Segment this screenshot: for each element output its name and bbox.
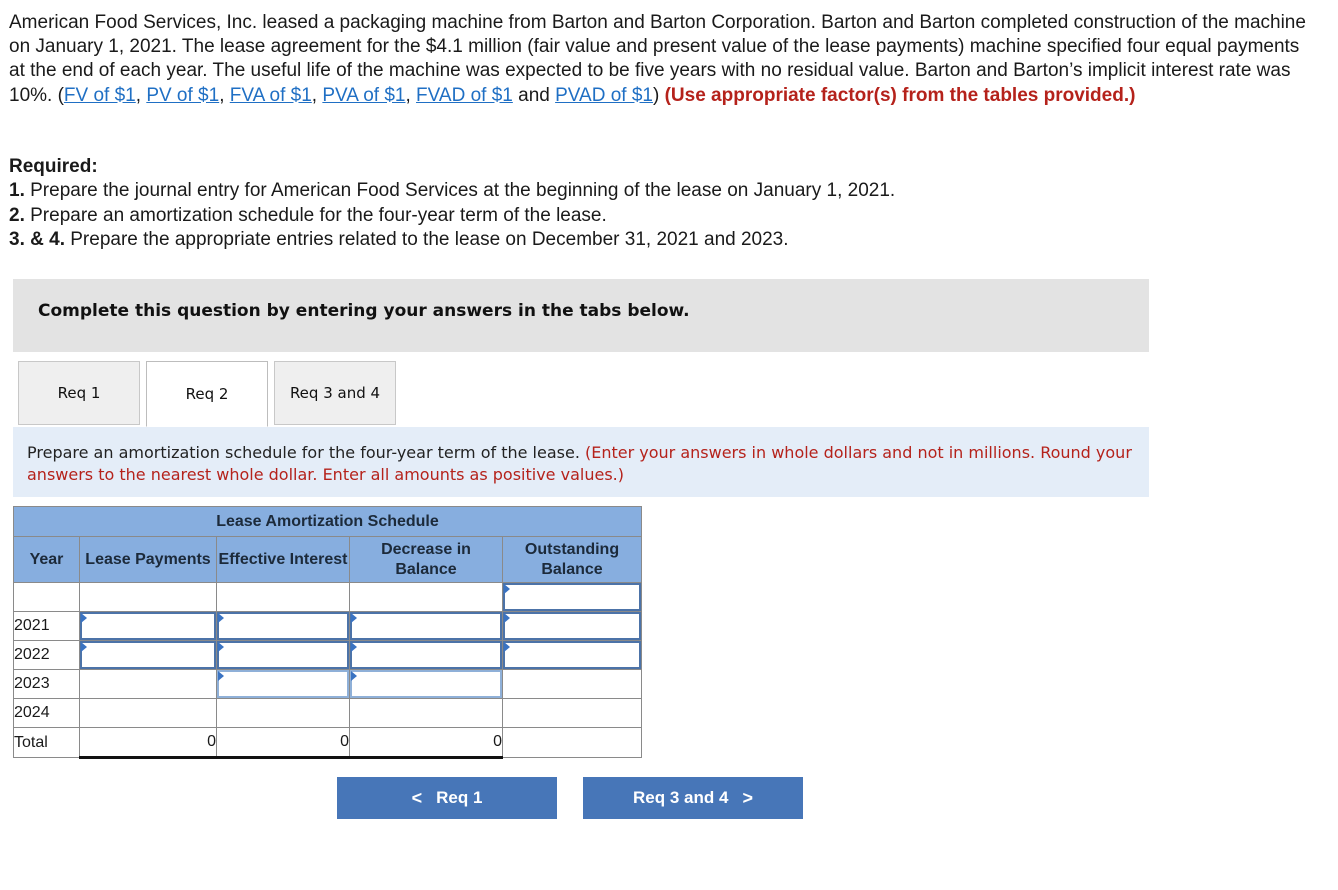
lease-payment-input[interactable]	[80, 641, 217, 670]
pv-table-link[interactable]: PV of $1	[146, 84, 220, 106]
instructions-note: (Enter your answers in whole dollars and not in millions. Round your answers to the nearest whole dollar. Enter all amounts as positive values.)	[27, 443, 1132, 484]
schedule-title: Lease Amortization Schedule	[14, 507, 642, 537]
lease-payment-input[interactable]	[80, 612, 217, 641]
problem-statement: American Food Services, Inc. leased a packaging machine from Barton and Barton Corporation. Barton and Barton completed construction of the machine on January 1, 2021. The lease agreement for the $4.1 million (fair value and present value of the lease payments) machine specified four equal payments at the end of each year. The useful life of the machine was expected to be five years with no residual value. Barton and Barton’s implicit interest rate was 10%. (FV of $1, PV of $1, FVA of $1, PVA of $1, FVAD of $1 and PVAD of $1) (Use appropriate factor(s) from the tables provided.)	[9, 12, 1306, 106]
table-row	[14, 583, 642, 612]
effective-interest-input[interactable]	[217, 612, 350, 641]
required-section	[9, 155, 895, 252]
year-cell: 2022	[14, 641, 80, 670]
required-item-1: 1. Prepare the journal entry for American Food Services at the beginning of the lease on January 1, 2021.	[9, 180, 896, 202]
required-item-2: 2. Prepare an amortization schedule for the four-year term of the lease.	[9, 204, 607, 226]
header-effective-interest: Effective Interest	[217, 537, 350, 583]
total-effective-interest: 0	[217, 728, 350, 758]
outstanding-balance-input[interactable]	[503, 641, 642, 670]
fv-table-link[interactable]: FV of $1	[63, 84, 136, 106]
lease-payment-cell	[80, 670, 217, 699]
effective-interest-input[interactable]	[217, 670, 350, 699]
total-decrease-in-balance: 0	[350, 728, 503, 758]
banner-text: Complete this question by entering your answers in the tabs below.	[38, 301, 690, 321]
required-item-3-4: 3. & 4. Prepare the appropriate entries related to the lease on December 31, 2021 and 2023.	[9, 228, 789, 250]
total-lease-payments: 0	[80, 728, 217, 758]
required-heading: Required:	[9, 156, 98, 177]
outstanding-balance-input[interactable]	[503, 583, 642, 612]
table-row	[14, 612, 642, 641]
decrease-balance-input[interactable]	[350, 641, 503, 670]
table-row	[14, 699, 642, 728]
pva-table-link[interactable]: PVA of $1	[322, 84, 406, 106]
pvad-table-link[interactable]: PVAD of $1	[555, 84, 653, 106]
total-outstanding-balance	[503, 728, 642, 758]
year-cell: 2024	[14, 699, 80, 728]
chevron-right-icon: >	[742, 787, 753, 808]
year-cell: 2021	[14, 612, 80, 641]
lease-payment-cell	[80, 699, 217, 728]
decrease-balance-cell	[350, 699, 503, 728]
header-lease-payments: Lease Payments	[80, 537, 217, 583]
table-row	[14, 641, 642, 670]
outstanding-balance-cell	[503, 670, 642, 699]
fva-table-link[interactable]: FVA of $1	[229, 84, 312, 106]
table-row	[14, 670, 642, 699]
effective-interest-cell	[217, 699, 350, 728]
tab-req-1[interactable]: Req 1	[18, 361, 140, 425]
chevron-left-icon: <	[411, 787, 423, 808]
effective-interest-cell	[217, 583, 350, 612]
outstanding-balance-input[interactable]	[503, 612, 642, 641]
total-row	[14, 728, 642, 758]
decrease-balance-cell	[350, 583, 503, 612]
year-cell: 2023	[14, 670, 80, 699]
factor-instruction: (Use appropriate factor(s) from the tables provided.)	[664, 84, 1136, 106]
year-cell	[14, 583, 80, 612]
instructions-banner	[13, 279, 1149, 352]
tab-req-2[interactable]: Req 2	[146, 361, 268, 427]
amortization-schedule-table	[13, 506, 642, 759]
next-req-3-and-4-button[interactable]	[583, 777, 803, 819]
fvad-table-link[interactable]: FVAD of $1	[416, 84, 513, 106]
next-button-label: Req 3 and 4	[633, 788, 729, 807]
decrease-balance-input[interactable]	[350, 612, 503, 641]
instructions-main: Prepare an amortization schedule for the four-year term of the lease.	[27, 443, 585, 462]
decrease-balance-input[interactable]	[350, 670, 503, 699]
total-label: Total	[14, 728, 80, 758]
lease-payment-cell	[80, 583, 217, 612]
tab-instructions	[13, 427, 1149, 497]
header-year: Year	[14, 537, 80, 583]
effective-interest-input[interactable]	[217, 641, 350, 670]
prev-button-label: Req 1	[436, 788, 483, 807]
prev-req-1-button[interactable]	[337, 777, 557, 819]
tab-req-3-and-4[interactable]: Req 3 and 4	[274, 361, 396, 425]
header-outstanding-balance: Outstanding Balance	[503, 537, 642, 583]
outstanding-balance-cell	[503, 699, 642, 728]
header-decrease-in-balance: Decrease in Balance	[350, 537, 503, 583]
